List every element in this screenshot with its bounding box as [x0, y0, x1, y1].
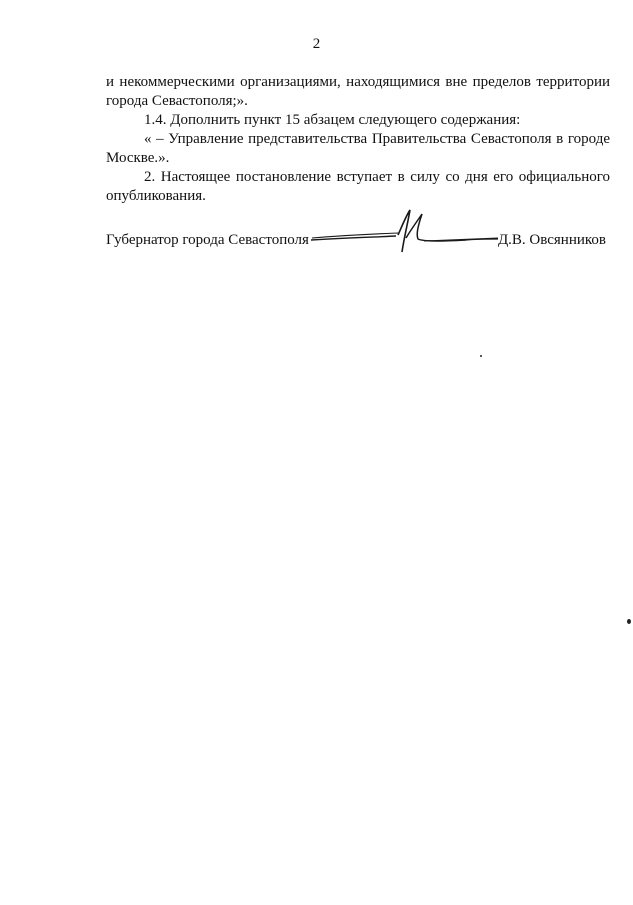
paragraph-quoted-addition: « – Управление представительства Правительства Севастополя в городе Москве.».: [106, 131, 610, 166]
document-body: [106, 73, 610, 206]
paragraph-clause-2: 2. Настоящее постановление вступает в силу со дня его официального опубликования.: [106, 169, 610, 204]
signatory-name: Д.В. Овсянников: [497, 232, 606, 248]
scan-speck: [627, 619, 631, 624]
paragraph-continuation: и некоммерческими организациями, находящимися вне пределов территории города Севастополя;».: [106, 74, 610, 109]
scan-speck: [480, 355, 482, 357]
page-number: 2: [312, 36, 321, 52]
handwritten-signature: [106, 208, 606, 258]
signatory-title: Губернатор города Севастополя: [106, 232, 309, 248]
signature-block: [106, 228, 606, 258]
paragraph-clause-1-4: 1.4. Дополнить пункт 15 абзацем следующего содержания:: [144, 112, 521, 128]
